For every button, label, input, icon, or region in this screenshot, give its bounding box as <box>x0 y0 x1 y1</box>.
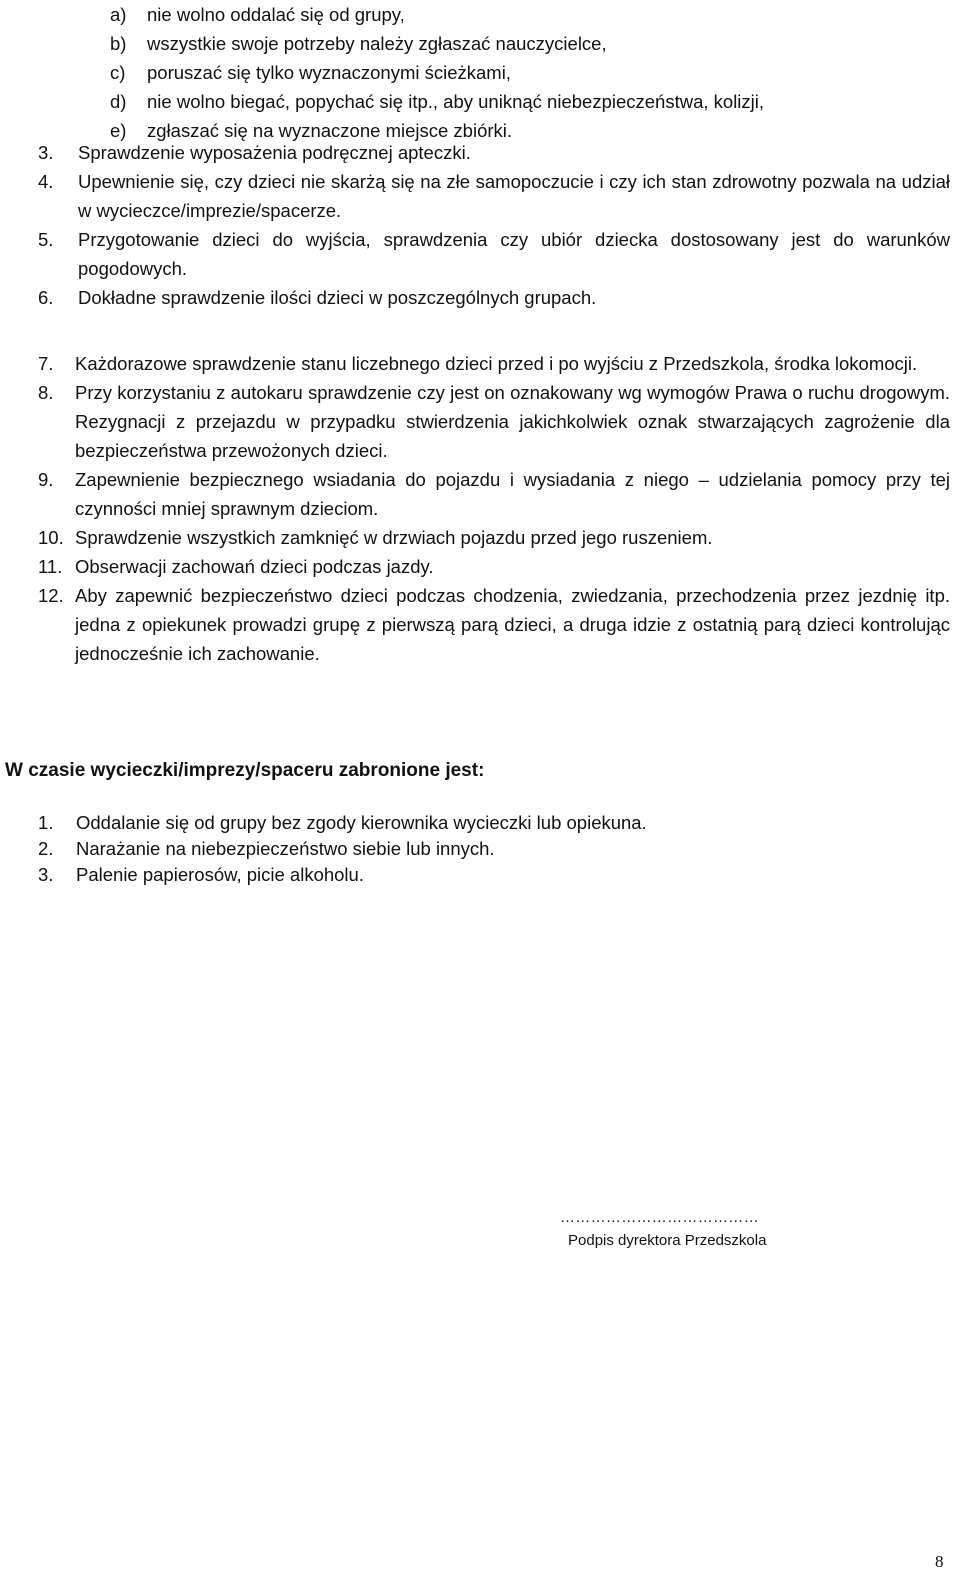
list-item-number: 7. <box>38 353 54 374</box>
list-item <box>38 167 950 225</box>
list-item-text: wszystkie swoje potrzeby należy zgłaszać nauczycielce, <box>147 33 607 54</box>
list-item-text: Aby zapewnić bezpieczeństwo dzieci podczas chodzenia, zwiedzania, przechodzenia przez jezdnię itp. jedna z opiekunek prowadzi grupę z pierwszą parą dzieci, a druga idzie z ostatnią parą dzieci kontrolując jednocześnie ich zachowanie. <box>75 585 950 664</box>
signature-line: ………………………………… <box>560 1209 759 1226</box>
list-item <box>38 581 950 668</box>
list-item-number: 3. <box>38 142 54 163</box>
list-item-text: Każdorazowe sprawdzenie stanu liczebnego dzieci przed i po wyjściu z Przedszkola, środka lokomocji. <box>75 353 918 374</box>
list-item-text: Dokładne sprawdzenie ilości dzieci w poszczególnych grupach. <box>78 287 597 308</box>
prohibited-list <box>38 810 938 888</box>
list-item <box>38 378 950 465</box>
list-item-text: Sprawdzenie wszystkich zamknięć w drzwiach pojazdu przed jego ruszeniem. <box>75 527 713 548</box>
list-item-number: 2. <box>38 838 54 859</box>
list-item-text: Sprawdzenie wyposażenia podręcznej apteczki. <box>78 142 471 163</box>
list-item-text: nie wolno biegać, popychać się itp., aby uniknąć niebezpieczeństwa, kolizji, <box>147 91 765 112</box>
signature-block <box>560 1208 766 1254</box>
list-item-number: 4. <box>38 171 54 192</box>
list-item-marker: c) <box>110 62 126 83</box>
list-item <box>38 836 938 862</box>
list-item-number: 8. <box>38 382 54 403</box>
list-item-text: Zapewnienie bezpiecznego wsiadania do pojazdu i wysiadania z niego – udzielania pomocy przy tej czynności mniej sprawnym dzieciom. <box>75 469 950 519</box>
list-item-number: 3. <box>38 864 54 885</box>
list-item <box>110 58 950 87</box>
list-item-text: Obserwacji zachowań dzieci podczas jazdy. <box>75 556 434 577</box>
list-item-number: 1. <box>38 812 54 833</box>
list-item-marker: a) <box>110 4 127 25</box>
list-item <box>38 465 950 523</box>
list-item-number: 9. <box>38 469 54 490</box>
list-item <box>38 523 950 552</box>
list-item-marker: d) <box>110 91 127 112</box>
signature-label: Podpis dyrektora Przedszkola <box>568 1232 767 1249</box>
numbered-list-part-1 <box>38 138 950 312</box>
list-item-number: 11. <box>38 556 63 577</box>
list-item <box>38 225 950 283</box>
list-item <box>110 87 950 116</box>
list-item-text: Palenie papierosów, picie alkoholu. <box>76 864 364 885</box>
list-item-text: Upewnienie się, czy dzieci nie skarżą się na złe samopoczucie i czy ich stan zdrowotny pozwala na udział w wycieczce/imprezie/spacerze. <box>78 171 950 221</box>
list-item-text: Przygotowanie dzieci do wyjścia, sprawdzenia czy ubiór dziecka dostosowany jest do warunków pogodowych. <box>78 229 950 279</box>
list-item-text: Przy korzystaniu z autokaru sprawdzenie czy jest on oznakowany wg wymogów Prawa o ruchu drogowym. Rezygnacji z przejazdu w przypadku stwierdzenia jakichkolwiek oznak stwarzających zagrożenie dla bezpieczeństwa przewożonych dzieci. <box>75 382 950 461</box>
list-item-text: nie wolno oddalać się od grupy, <box>147 4 405 25</box>
list-item-number: 12. <box>38 585 64 606</box>
list-item-marker: b) <box>110 33 127 54</box>
list-item <box>38 138 950 167</box>
list-item-text: Oddalanie się od grupy bez zgody kierownika wycieczki lub opiekuna. <box>76 812 647 833</box>
list-item-marker: e) <box>110 120 127 141</box>
list-item <box>38 349 950 378</box>
list-item <box>38 862 938 888</box>
sub-point-list <box>110 0 950 145</box>
list-item <box>110 0 950 29</box>
list-item-text: poruszać się tylko wyznaczonymi ścieżkami, <box>147 62 511 83</box>
section-heading: W czasie wycieczki/imprezy/spaceru zabronione jest: <box>5 760 485 781</box>
list-item-number: 5. <box>38 229 54 250</box>
numbered-list-part-2 <box>38 349 950 668</box>
list-item-number: 10. <box>38 527 64 548</box>
list-item <box>38 283 950 312</box>
page-number: 8 <box>935 1552 944 1571</box>
list-item-text: Narażanie na niebezpieczeństwo siebie lub innych. <box>76 838 495 859</box>
list-item-text: zgłaszać się na wyznaczone miejsce zbiórki. <box>147 120 513 141</box>
list-item <box>110 29 950 58</box>
list-item <box>38 810 938 836</box>
list-item <box>38 552 950 581</box>
list-item-number: 6. <box>38 287 54 308</box>
